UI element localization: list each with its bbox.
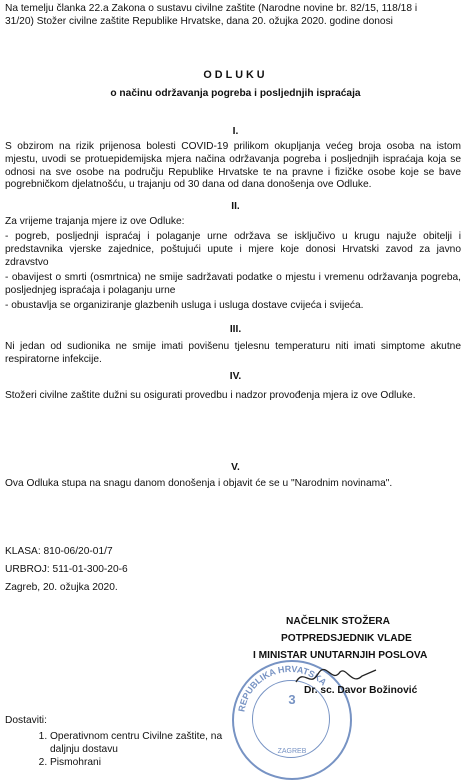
distribution-list xyxy=(28,731,228,769)
urbroj-reference: URBROJ: 511-01-300-20-6 xyxy=(5,564,128,575)
distribution-item: 2. Pismohrani xyxy=(50,757,228,770)
section-4-text: Stožeri civilne zaštite dužni su osigurati provedbu i nadzor provođenja mjera iz ove Odluke. xyxy=(5,390,416,401)
document-title: ODLUKU xyxy=(203,69,268,81)
section-3-text: Ni jedan od sudionika ne smije imati povišenu tjelesnu temperaturu niti imati simptome akutne respiratorne infekcije. xyxy=(5,341,461,365)
section-2-bullet-2: - obavijest o smrti (osmrtnica) ne smije sadržavati podatke o mjestu i vremenu održavanja pogreba, posljednjeg ispraćaja i polaganju urne xyxy=(5,272,461,296)
signatory-name: Dr. sc. Davor Božinović xyxy=(304,685,418,696)
section-3-numeral: III. xyxy=(229,324,242,335)
section-2-bullet-1: - pogreb, posljednji ispraćaj i polaganje urne održava se isključivo u krugu najuže obitelji i predstavnika vjerske zajednice, poštujući upute i mjere koje donosi Hrvatski zavod za javno zdravstvo xyxy=(5,231,461,268)
stamp-city: ZAGREB xyxy=(277,748,307,755)
section-4-numeral: IV. xyxy=(229,371,242,382)
klasa-reference: KLASA: 810-06/20-01/7 xyxy=(5,546,113,557)
section-5-numeral: V. xyxy=(231,462,240,473)
section-2-numeral: II. xyxy=(231,201,240,212)
stamp-number: 3 xyxy=(288,692,296,707)
document-subtitle: o načinu održavanja pogreba i posljednjih ispraćaja xyxy=(110,88,361,99)
section-1-numeral: I. xyxy=(232,126,239,137)
section-2-bullet-3: - obustavlja se organiziranje glazbenih usluga i usluga dostave cvijeća i svijeća. xyxy=(5,300,364,311)
section-5-text: Ova Odluka stupa na snagu danom donošenja i objavit će se u "Narodnim novinama". xyxy=(5,478,393,489)
signature-line-3: I MINISTAR UNUTARNJIH POSLOVA xyxy=(253,650,428,661)
signature-line-2: POTPREDSJEDNIK VLADE xyxy=(281,633,412,644)
section-1-text: S obzirom na rizik prijenosa bolesti COVID-19 prilikom okupljanja većeg broja osoba na istom mjestu, uvodi se protuepidemijska mjera načina održavanja pogreba i posljednjih ispraćaja koja se odnosi na sve osobe na području Republike Hrvatske te na pravne i fizičke osobe koje se bave pogrebničkom djelatnošću, u trajanju od 30 dana od dana donošenja ove Odluke. xyxy=(5,141,461,191)
section-2-intro: Za vrijeme trajanja mjere iz ove Odluke: xyxy=(5,216,185,227)
distribution-heading: Dostaviti: xyxy=(5,715,47,726)
preamble: Na temelju članka 22.a Zakona o sustavu civilne zaštite (Narodne novine br. 82/15, 118/18 i 31/20) Stožer civilne zaštite Republike Hrvatske, dana 20. ožujka 2020. godine donosi xyxy=(5,3,418,27)
signature-line-1: NAČELNIK STOŽERA xyxy=(286,616,390,627)
place-date: Zagreb, 20. ožujka 2020. xyxy=(5,582,118,593)
stamp-ring-label: REPUBLIKA HRVATSKA xyxy=(236,663,329,713)
distribution-item: 1. Operativnom centru Civilne zaštite, na daljnju dostavu xyxy=(50,731,228,757)
